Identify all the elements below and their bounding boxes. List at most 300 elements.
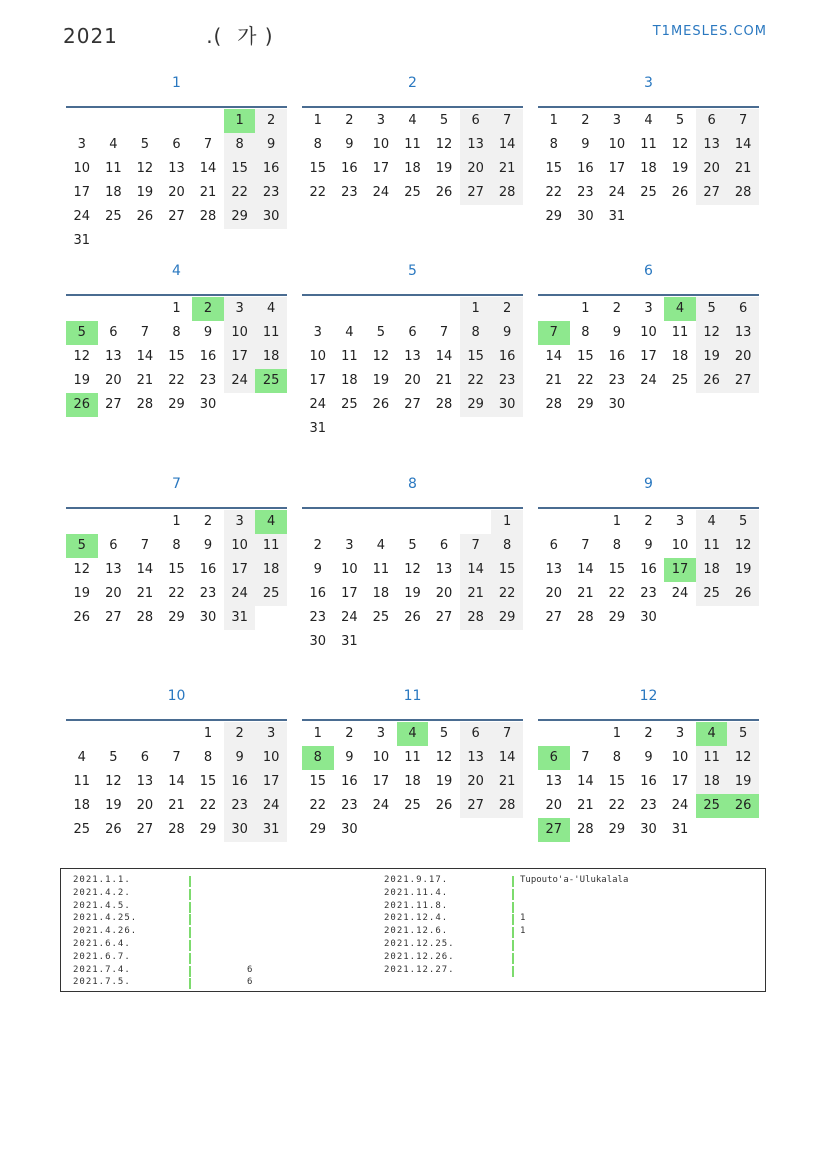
day-cell[interactable]: 15: [608, 774, 626, 789]
day-cell[interactable]: 6: [460, 722, 492, 746]
day-cell[interactable]: 19: [435, 774, 453, 789]
day-cell[interactable]: 29: [577, 397, 594, 412]
day-cell[interactable]: 13: [168, 161, 185, 176]
day-cell[interactable]: 17: [309, 373, 327, 388]
day-cell[interactable]: 17: [671, 774, 689, 789]
day-cell[interactable]: 28: [435, 397, 453, 412]
day-cell[interactable]: 5: [727, 722, 759, 746]
day-cell[interactable]: 16: [608, 349, 626, 364]
day-cell[interactable]: 17: [255, 770, 287, 794]
day-cell[interactable]: 18: [73, 798, 91, 813]
day-cell[interactable]: 4: [644, 113, 653, 128]
day-cell[interactable]: 8: [203, 750, 213, 765]
day-cell[interactable]: 18: [255, 345, 287, 369]
day-cell[interactable]: 9: [491, 321, 523, 345]
day-cell[interactable]: 29: [168, 397, 185, 412]
day-cell[interactable]: 10: [372, 750, 390, 765]
day-cell[interactable]: 22: [224, 181, 256, 205]
day-cell[interactable]: 5: [696, 297, 728, 321]
day-cell[interactable]: 18: [105, 185, 122, 200]
day-cell[interactable]: 26: [671, 185, 689, 200]
day-cell[interactable]: 12: [727, 746, 759, 770]
day-cell[interactable]: 18: [404, 774, 421, 789]
day-cell[interactable]: 19: [105, 798, 122, 813]
day-cell[interactable]: 23: [341, 185, 358, 200]
day-cell[interactable]: 14: [727, 133, 759, 157]
day-cell[interactable]: 24: [372, 798, 390, 813]
day-cell[interactable]: 15: [491, 558, 523, 582]
day-cell[interactable]: 18: [372, 586, 390, 601]
day-cell[interactable]: 1: [460, 297, 492, 321]
day-cell[interactable]: 14: [577, 562, 594, 577]
day-cell[interactable]: 15: [168, 562, 185, 577]
day-cell[interactable]: 10: [73, 161, 91, 176]
day-cell[interactable]: 2: [203, 514, 213, 529]
day-cell[interactable]: 27: [105, 610, 122, 625]
day-cell[interactable]: 19: [727, 558, 759, 582]
day-cell[interactable]: 29: [608, 610, 626, 625]
day-cell[interactable]: 18: [696, 558, 728, 582]
day-cell[interactable]: 21: [727, 157, 759, 181]
day-cell[interactable]: 25: [105, 209, 122, 224]
day-cell[interactable]: 1: [581, 301, 590, 316]
day-cell[interactable]: 20: [435, 586, 453, 601]
day-cell[interactable]: 27: [696, 181, 728, 205]
holiday-day[interactable]: 25: [696, 794, 728, 818]
day-cell[interactable]: 18: [255, 558, 287, 582]
day-cell[interactable]: 29: [309, 822, 327, 837]
day-cell[interactable]: 12: [136, 161, 154, 176]
day-cell[interactable]: 8: [581, 325, 590, 340]
day-cell[interactable]: 24: [608, 185, 626, 200]
day-cell[interactable]: 15: [460, 345, 492, 369]
day-cell[interactable]: 28: [491, 181, 523, 205]
day-cell[interactable]: 10: [608, 137, 626, 152]
day-cell[interactable]: 30: [224, 818, 256, 842]
day-cell[interactable]: 12: [696, 321, 728, 345]
day-cell[interactable]: 12: [671, 137, 689, 152]
day-cell[interactable]: 29: [545, 209, 563, 224]
site-logo-link[interactable]: T1MESLES.COM: [652, 24, 767, 39]
day-cell[interactable]: 10: [341, 562, 358, 577]
day-cell[interactable]: 31: [309, 421, 327, 436]
day-cell[interactable]: 20: [404, 373, 421, 388]
day-cell[interactable]: 5: [408, 538, 417, 553]
day-cell[interactable]: 10: [224, 321, 256, 345]
day-cell[interactable]: 14: [577, 774, 594, 789]
day-cell[interactable]: 23: [577, 185, 594, 200]
day-cell[interactable]: 29: [168, 610, 185, 625]
holiday-day[interactable]: 27: [538, 818, 570, 842]
day-cell[interactable]: 8: [491, 534, 523, 558]
day-cell[interactable]: 4: [255, 297, 287, 321]
day-cell[interactable]: 30: [640, 822, 657, 837]
day-cell[interactable]: 21: [136, 586, 154, 601]
day-cell[interactable]: 9: [345, 137, 354, 152]
holiday-day[interactable]: 4: [664, 297, 696, 321]
day-cell[interactable]: 12: [73, 562, 91, 577]
day-cell[interactable]: 23: [309, 610, 327, 625]
day-cell[interactable]: 9: [255, 133, 287, 157]
day-cell[interactable]: 19: [73, 586, 91, 601]
day-cell[interactable]: 1: [612, 514, 622, 529]
day-cell[interactable]: 25: [640, 185, 657, 200]
day-cell[interactable]: 16: [577, 161, 594, 176]
day-cell[interactable]: 21: [136, 373, 154, 388]
day-cell[interactable]: 2: [612, 301, 622, 316]
day-cell[interactable]: 11: [640, 137, 657, 152]
day-cell[interactable]: 27: [727, 369, 759, 393]
holiday-day[interactable]: 1: [224, 109, 256, 133]
day-cell[interactable]: 19: [136, 185, 154, 200]
day-cell[interactable]: 11: [255, 321, 287, 345]
day-cell[interactable]: 13: [460, 133, 492, 157]
day-cell[interactable]: 5: [109, 750, 118, 765]
day-cell[interactable]: 23: [608, 373, 626, 388]
day-cell[interactable]: 26: [727, 582, 759, 606]
day-cell[interactable]: 15: [545, 161, 563, 176]
day-cell[interactable]: 25: [404, 185, 421, 200]
day-cell[interactable]: 30: [341, 822, 358, 837]
day-cell[interactable]: 15: [168, 349, 185, 364]
day-cell[interactable]: 13: [404, 349, 421, 364]
day-cell[interactable]: 10: [372, 137, 390, 152]
day-cell[interactable]: 8: [224, 133, 256, 157]
day-cell[interactable]: 22: [199, 798, 217, 813]
day-cell[interactable]: 14: [136, 349, 154, 364]
day-cell[interactable]: 27: [460, 181, 492, 205]
day-cell[interactable]: 24: [73, 209, 91, 224]
holiday-day[interactable]: 6: [538, 746, 570, 770]
day-cell[interactable]: 21: [435, 373, 453, 388]
day-cell[interactable]: 8: [612, 538, 622, 553]
day-cell[interactable]: 2: [345, 726, 354, 741]
day-cell[interactable]: 16: [341, 774, 358, 789]
day-cell[interactable]: 13: [545, 774, 563, 789]
day-cell[interactable]: 27: [435, 610, 453, 625]
holiday-day[interactable]: 7: [538, 321, 570, 345]
day-cell[interactable]: 23: [199, 373, 217, 388]
day-cell[interactable]: 28: [577, 610, 594, 625]
day-cell[interactable]: 27: [168, 209, 185, 224]
day-cell[interactable]: 9: [644, 538, 653, 553]
day-cell[interactable]: 29: [608, 822, 626, 837]
day-cell[interactable]: 2: [644, 514, 653, 529]
day-cell[interactable]: 15: [224, 157, 256, 181]
day-cell[interactable]: 24: [309, 397, 327, 412]
day-cell[interactable]: 7: [727, 109, 759, 133]
day-cell[interactable]: 5: [439, 726, 449, 741]
holiday-day[interactable]: 4: [255, 510, 287, 534]
day-cell[interactable]: 2: [644, 726, 653, 741]
day-cell[interactable]: 3: [224, 297, 256, 321]
day-cell[interactable]: 6: [460, 109, 492, 133]
day-cell[interactable]: 3: [224, 510, 256, 534]
day-cell[interactable]: 24: [372, 185, 390, 200]
day-cell[interactable]: 31: [255, 818, 287, 842]
holiday-day[interactable]: 26: [727, 794, 759, 818]
day-cell[interactable]: 17: [372, 161, 390, 176]
day-cell[interactable]: 12: [105, 774, 122, 789]
day-cell[interactable]: 7: [439, 325, 449, 340]
day-cell[interactable]: 17: [224, 558, 256, 582]
holiday-day[interactable]: 26: [66, 393, 98, 417]
day-cell[interactable]: 3: [644, 301, 653, 316]
day-cell[interactable]: 28: [136, 610, 154, 625]
day-cell[interactable]: 20: [105, 373, 122, 388]
day-cell[interactable]: 28: [545, 397, 563, 412]
day-cell[interactable]: 28: [460, 606, 492, 630]
day-cell[interactable]: 24: [224, 582, 256, 606]
day-cell[interactable]: 1: [172, 514, 181, 529]
day-cell[interactable]: 17: [372, 774, 390, 789]
day-cell[interactable]: 2: [581, 113, 590, 128]
day-cell[interactable]: 29: [224, 205, 256, 229]
day-cell[interactable]: 29: [199, 822, 217, 837]
day-cell[interactable]: 10: [309, 349, 327, 364]
day-cell[interactable]: 3: [612, 113, 622, 128]
holiday-day[interactable]: 5: [66, 321, 98, 345]
day-cell[interactable]: 11: [255, 534, 287, 558]
day-cell[interactable]: 12: [435, 137, 453, 152]
day-cell[interactable]: 9: [224, 746, 256, 770]
day-cell[interactable]: 17: [341, 586, 358, 601]
day-cell[interactable]: 1: [203, 726, 213, 741]
day-cell[interactable]: 3: [376, 113, 386, 128]
day-cell[interactable]: 17: [608, 161, 626, 176]
day-cell[interactable]: 1: [313, 726, 322, 741]
day-cell[interactable]: 5: [675, 113, 685, 128]
day-cell[interactable]: 29: [491, 606, 523, 630]
day-cell[interactable]: 7: [140, 538, 150, 553]
day-cell[interactable]: 2: [313, 538, 322, 553]
day-cell[interactable]: 6: [408, 325, 417, 340]
day-cell[interactable]: 22: [545, 185, 563, 200]
day-cell[interactable]: 5: [140, 137, 150, 152]
day-cell[interactable]: 30: [577, 209, 594, 224]
day-cell[interactable]: 23: [255, 181, 287, 205]
day-cell[interactable]: 2: [224, 722, 256, 746]
day-cell[interactable]: 13: [460, 746, 492, 770]
day-cell[interactable]: 18: [341, 373, 358, 388]
day-cell[interactable]: 14: [435, 349, 453, 364]
day-cell[interactable]: 25: [696, 582, 728, 606]
day-cell[interactable]: 21: [491, 770, 523, 794]
day-cell[interactable]: 14: [199, 161, 217, 176]
day-cell[interactable]: 12: [372, 349, 390, 364]
day-cell[interactable]: 19: [404, 586, 421, 601]
day-cell[interactable]: 6: [109, 325, 118, 340]
day-cell[interactable]: 20: [460, 157, 492, 181]
day-cell[interactable]: 5: [727, 510, 759, 534]
day-cell[interactable]: 6: [439, 538, 449, 553]
day-cell[interactable]: 20: [727, 345, 759, 369]
day-cell[interactable]: 16: [199, 349, 217, 364]
day-cell[interactable]: 11: [696, 534, 728, 558]
day-cell[interactable]: 3: [255, 722, 287, 746]
day-cell[interactable]: 9: [203, 325, 213, 340]
day-cell[interactable]: 28: [168, 822, 185, 837]
day-cell[interactable]: 8: [612, 750, 622, 765]
day-cell[interactable]: 26: [404, 610, 421, 625]
day-cell[interactable]: 18: [404, 161, 421, 176]
day-cell[interactable]: 26: [372, 397, 390, 412]
day-cell[interactable]: 9: [203, 538, 213, 553]
day-cell[interactable]: 24: [671, 586, 689, 601]
day-cell[interactable]: 31: [73, 233, 91, 248]
day-cell[interactable]: 7: [491, 109, 523, 133]
day-cell[interactable]: 7: [460, 534, 492, 558]
day-cell[interactable]: 3: [77, 137, 86, 152]
day-cell[interactable]: 10: [255, 746, 287, 770]
day-cell[interactable]: 9: [345, 750, 354, 765]
day-cell[interactable]: 22: [168, 373, 185, 388]
day-cell[interactable]: 26: [696, 369, 728, 393]
day-cell[interactable]: 10: [671, 538, 689, 553]
day-cell[interactable]: 8: [172, 538, 181, 553]
day-cell[interactable]: 7: [581, 538, 590, 553]
day-cell[interactable]: 17: [73, 185, 91, 200]
day-cell[interactable]: 17: [224, 345, 256, 369]
day-cell[interactable]: 16: [491, 345, 523, 369]
day-cell[interactable]: 18: [640, 161, 657, 176]
day-cell[interactable]: 7: [581, 750, 590, 765]
day-cell[interactable]: 10: [224, 534, 256, 558]
day-cell[interactable]: 4: [109, 137, 118, 152]
day-cell[interactable]: 20: [696, 157, 728, 181]
day-cell[interactable]: 3: [313, 325, 322, 340]
day-cell[interactable]: 7: [491, 722, 523, 746]
day-cell[interactable]: 31: [608, 209, 626, 224]
day-cell[interactable]: 11: [671, 325, 689, 340]
day-cell[interactable]: 15: [577, 349, 594, 364]
day-cell[interactable]: 24: [255, 794, 287, 818]
day-cell[interactable]: 4: [77, 750, 86, 765]
day-cell[interactable]: 28: [199, 209, 217, 224]
day-cell[interactable]: 14: [136, 562, 154, 577]
day-cell[interactable]: 30: [255, 205, 287, 229]
day-cell[interactable]: 12: [404, 562, 421, 577]
day-cell[interactable]: 4: [345, 325, 354, 340]
day-cell[interactable]: 1: [612, 726, 622, 741]
day-cell[interactable]: 8: [313, 137, 322, 152]
day-cell[interactable]: 8: [172, 325, 181, 340]
day-cell[interactable]: 27: [136, 822, 154, 837]
day-cell[interactable]: 16: [309, 586, 327, 601]
day-cell[interactable]: 14: [168, 774, 185, 789]
day-cell[interactable]: 27: [105, 397, 122, 412]
day-cell[interactable]: 10: [640, 325, 657, 340]
day-cell[interactable]: 22: [577, 373, 594, 388]
day-cell[interactable]: 28: [727, 181, 759, 205]
day-cell[interactable]: 12: [727, 534, 759, 558]
day-cell[interactable]: 6: [696, 109, 728, 133]
day-cell[interactable]: 30: [199, 397, 217, 412]
day-cell[interactable]: 3: [376, 726, 386, 741]
day-cell[interactable]: 27: [545, 610, 563, 625]
day-cell[interactable]: 1: [549, 113, 558, 128]
day-cell[interactable]: 22: [168, 586, 185, 601]
day-cell[interactable]: 29: [460, 393, 492, 417]
day-cell[interactable]: 9: [644, 750, 653, 765]
day-cell[interactable]: 19: [696, 345, 728, 369]
day-cell[interactable]: 13: [696, 133, 728, 157]
day-cell[interactable]: 30: [199, 610, 217, 625]
day-cell[interactable]: 20: [545, 586, 563, 601]
day-cell[interactable]: 16: [341, 161, 358, 176]
day-cell[interactable]: 25: [671, 373, 689, 388]
day-cell[interactable]: 11: [105, 161, 122, 176]
day-cell[interactable]: 15: [608, 562, 626, 577]
day-cell[interactable]: 22: [608, 798, 626, 813]
day-cell[interactable]: 12: [73, 349, 91, 364]
holiday-day[interactable]: 2: [192, 297, 224, 321]
day-cell[interactable]: 13: [105, 562, 122, 577]
day-cell[interactable]: 18: [696, 770, 728, 794]
holiday-day[interactable]: 5: [66, 534, 98, 558]
day-cell[interactable]: 22: [608, 586, 626, 601]
day-cell[interactable]: 16: [640, 562, 657, 577]
day-cell[interactable]: 16: [199, 562, 217, 577]
day-cell[interactable]: 6: [727, 297, 759, 321]
day-cell[interactable]: 22: [460, 369, 492, 393]
day-cell[interactable]: 26: [73, 610, 91, 625]
day-cell[interactable]: 11: [404, 137, 421, 152]
day-cell[interactable]: 16: [224, 770, 256, 794]
day-cell[interactable]: 23: [199, 586, 217, 601]
day-cell[interactable]: 14: [491, 746, 523, 770]
day-cell[interactable]: 12: [435, 750, 453, 765]
day-cell[interactable]: 24: [671, 798, 689, 813]
day-cell[interactable]: 2: [491, 297, 523, 321]
day-cell[interactable]: 11: [341, 349, 358, 364]
day-cell[interactable]: 28: [136, 397, 154, 412]
day-cell[interactable]: 14: [491, 133, 523, 157]
day-cell[interactable]: 4: [408, 113, 417, 128]
day-cell[interactable]: 19: [73, 373, 91, 388]
day-cell[interactable]: 20: [460, 770, 492, 794]
day-cell[interactable]: 9: [612, 325, 622, 340]
day-cell[interactable]: 9: [313, 562, 322, 577]
day-cell[interactable]: 18: [671, 349, 689, 364]
day-cell[interactable]: 14: [545, 349, 563, 364]
holiday-day[interactable]: 4: [696, 722, 728, 746]
day-cell[interactable]: 21: [199, 185, 217, 200]
day-cell[interactable]: 21: [460, 582, 492, 606]
day-cell[interactable]: 11: [73, 774, 91, 789]
day-cell[interactable]: 27: [404, 397, 421, 412]
day-cell[interactable]: 20: [545, 798, 563, 813]
day-cell[interactable]: 19: [372, 373, 390, 388]
day-cell[interactable]: 26: [136, 209, 154, 224]
day-cell[interactable]: 30: [491, 393, 523, 417]
day-cell[interactable]: 7: [203, 137, 213, 152]
day-cell[interactable]: 21: [491, 157, 523, 181]
day-cell[interactable]: 5: [376, 325, 386, 340]
day-cell[interactable]: 23: [640, 586, 657, 601]
day-cell[interactable]: 27: [460, 794, 492, 818]
day-cell[interactable]: 1: [172, 301, 181, 316]
holiday-day[interactable]: 17: [664, 558, 696, 582]
day-cell[interactable]: 24: [224, 369, 256, 393]
day-cell[interactable]: 23: [341, 798, 358, 813]
day-cell[interactable]: 6: [109, 538, 118, 553]
day-cell[interactable]: 20: [105, 586, 122, 601]
day-cell[interactable]: 13: [136, 774, 154, 789]
day-cell[interactable]: 1: [313, 113, 322, 128]
day-cell[interactable]: 31: [224, 606, 256, 630]
day-cell[interactable]: 21: [577, 798, 594, 813]
